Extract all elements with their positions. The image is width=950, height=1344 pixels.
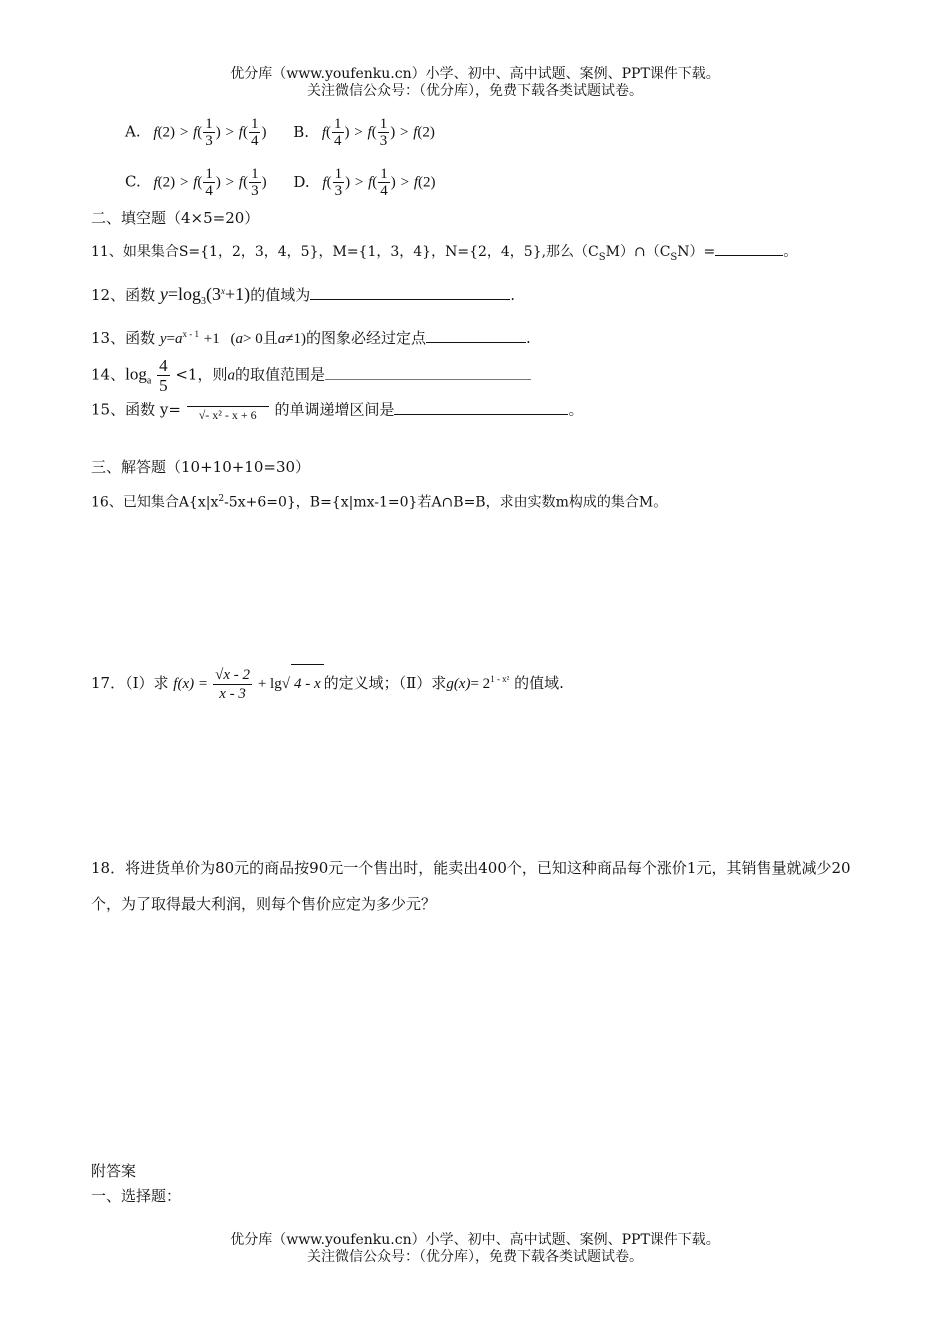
option-c-f1: f (153, 174, 158, 191)
option-d-f3: f (413, 174, 418, 191)
q15-prefix: 15、函数 y= (91, 400, 181, 419)
option-b-frac2: $\frac{1}{3}$ (379, 116, 388, 149)
option-b-f1: f (321, 124, 326, 141)
q11-mid: M）∩（C (605, 244, 671, 260)
q12-y: y (159, 284, 168, 304)
question-12 (91, 280, 515, 313)
q12-eq: =log (167, 284, 202, 304)
q17-fx: f(x) (173, 676, 195, 692)
q13-tail: . (526, 329, 531, 347)
option-d-f1: f (322, 174, 327, 191)
option-b-frac1: $\frac{1}{4}$ (334, 116, 342, 149)
page-header (0, 66, 950, 100)
option-b-arg3: (2) (417, 124, 435, 141)
q14-log: log (125, 364, 147, 384)
option-b-f2: f (367, 124, 372, 141)
footer-line-1: 优分库（www.youfenku.cn）小学、初中、高中试题、案例、PPT课件下载。 (230, 1232, 720, 1248)
q15-den: √- x² - x + 6 (198, 408, 257, 422)
section-2-title: 二、填空题（4×5=20） (91, 209, 260, 227)
q17-lg: + lg (257, 676, 282, 692)
option-row-ab: A. f(2) > f( $\frac{1}{3}$ ) > f( $\frac{1}{4}$ ) B. f( $\frac{1}{4}$ ) > f( $\frac{1}{3}$ ) > f(2) (125, 116, 435, 149)
option-d-gt2: > (400, 174, 410, 191)
q11-sub1: S (598, 251, 606, 263)
q17-sqrt-arg: 4 - x (291, 664, 324, 703)
q13-answer-blank[interactable] (426, 328, 526, 343)
q16-text1: 16、已知集合A{x|x (91, 494, 219, 511)
option-a-f3: f (238, 124, 243, 141)
q15-tail: 。 (568, 400, 584, 419)
option-d-arg3: (2) (417, 174, 436, 191)
q13-cond-mid: > 0且 (243, 331, 278, 347)
answers-section-1: 一、选择题： (91, 1187, 182, 1205)
q15-suffix: 的单调递增区间是 (274, 400, 395, 419)
option-c-gt1: > (179, 174, 189, 191)
option-d-frac1: $\frac{1}{3}$ (334, 166, 343, 199)
option-c-label: C. (125, 172, 141, 191)
q13-cond-a1: a (235, 331, 244, 347)
q11-answer-blank[interactable] (715, 241, 783, 256)
q17-suffix: 的值域. (514, 674, 564, 692)
option-b-gt2: > (399, 124, 409, 141)
option-c-frac1: $\frac{1}{4}$ (205, 166, 213, 199)
q17-exp: 1 - x² (490, 674, 510, 684)
option-b-gt1: > (354, 124, 363, 141)
option-a-label: A. (125, 122, 141, 141)
option-a-frac2: $\frac{1}{4}$ (250, 116, 259, 149)
q12-tail: . (510, 286, 515, 304)
option-a-gt1: > (179, 124, 189, 141)
option-c-f2: f (193, 174, 198, 191)
q17-fraction (213, 666, 252, 703)
option-a-gt2: > (225, 124, 235, 141)
question-15 (91, 398, 584, 423)
q13-cond-a2: a (277, 331, 286, 347)
option-a-f1: f (153, 124, 158, 141)
question-16 (91, 488, 667, 514)
header-line-1: 优分库（www.youfenku.cn）小学、初中、高中试题、案例、PPT课件下载。 (230, 66, 720, 82)
q14-den: 5 (159, 376, 168, 395)
question-18: 18．将进货单价为80元的商品按90元一个售出时，能卖出400个，已知这种商品每个涨价1元，其销售量就减少20个，为了取得最大利润，则每个售价应定为多少元？ (91, 859, 851, 913)
answers-title: 附答案 (91, 1162, 137, 1180)
q13-a: a (175, 331, 183, 347)
option-a-frac1: $\frac{1}{3}$ (205, 116, 213, 149)
question-17: 17．（Ⅰ）求 f(x) = $\frac{√x - 2}{x - 3}$ + lg√ 4 - x 的定义域；（Ⅱ）求$g(x)= 2^{1 - x^2}$ 的值域. (91, 660, 564, 703)
q14-lt: <1，则 (175, 365, 228, 384)
question-13 (91, 323, 531, 350)
q13-plus: +1 (203, 331, 220, 347)
q13-cond-open: ( (230, 331, 236, 347)
q13-suffix: 的图象必经过定点 (306, 329, 427, 347)
option-a-arg1: (2) (157, 124, 176, 141)
option-d-label: D. (293, 172, 310, 191)
q12-exp: x (221, 286, 226, 296)
q16-sup: 2 (218, 494, 225, 504)
question-11 (91, 241, 797, 269)
q17-prefix: 17．（Ⅰ）求 (91, 674, 169, 692)
page-footer (0, 1232, 950, 1266)
q11-text: 11、如果集合S={1，2，3，4，5}，M={1，3，4}，N={2，4，5},那么（C (91, 244, 599, 260)
question-14 (91, 356, 531, 399)
q15-num-line (187, 398, 269, 407)
option-c-arg1: (2) (157, 174, 176, 191)
header-line-2: 关注微信公众号：（优分库），免费下载各类试题试卷。 (307, 83, 643, 99)
option-row-cd: C. f(2) > f( $\frac{1}{4}$ ) > f( $\frac{1}{3}$ ) D. f( $\frac{1}{3}$ ) > f( $\frac{1}{4}$ ) > f(2) (125, 166, 436, 199)
option-d-gt1: > (354, 174, 364, 191)
q15-answer-blank[interactable] (394, 400, 568, 415)
q11-sub2: S (670, 251, 678, 263)
q14-base: a (146, 375, 152, 387)
q12-answer-blank[interactable] (310, 285, 510, 300)
q12-arg-open: (3 (206, 284, 222, 304)
option-b-label: B. (293, 122, 310, 141)
footer-line-2: 关注微信公众号：（优分库），免费下载各类试题试卷。 (307, 1249, 643, 1265)
q15-fraction (187, 398, 269, 423)
q11-end: N）= (677, 244, 716, 260)
q14-num: 4 (159, 356, 168, 375)
q13-eq: = (166, 331, 176, 347)
q17-gx: g(x) (446, 676, 471, 692)
q13-y: y (159, 331, 167, 347)
option-a-f2: f (193, 124, 198, 141)
q14-answer-blank[interactable] (325, 365, 531, 380)
q11-tail: 。 (783, 244, 798, 260)
option-d-f2: f (368, 174, 373, 191)
q14-prefix: 14、 (91, 365, 126, 384)
q12-suffix: 的值域为 (250, 286, 311, 304)
q12-prefix: 12、函数 (91, 286, 156, 304)
q17-num: √x - 2 (215, 666, 251, 683)
q17-den: x - 3 (219, 685, 246, 702)
q13-cond-close: ≠1) (285, 331, 306, 347)
q17-eq2: = 2 (470, 676, 491, 692)
q14-suffix: 的取值范围是 (234, 365, 325, 384)
q16-text2: -5x+6=0}，B={x|mx-1=0}若A∩B=B，求由实数m构成的集合M。 (224, 494, 668, 511)
option-c-frac2: $\frac{1}{3}$ (251, 166, 259, 199)
section-3-title: 三、解答题（10+10+10=30） (91, 458, 311, 476)
q13-prefix: 13、函数 (91, 329, 156, 347)
q12-arg-close: +1) (225, 284, 251, 304)
q17-eq: = (198, 676, 208, 692)
option-c-f3: f (238, 174, 244, 191)
q12-base: 3 (201, 296, 207, 307)
q13-exp: x - 1 (182, 329, 200, 339)
option-c-gt2: > (225, 174, 235, 191)
q17-mid: 的定义域；（Ⅱ）求 (323, 674, 447, 692)
option-b-f3: f (413, 124, 418, 141)
option-d-frac2: $\frac{1}{4}$ (380, 166, 388, 199)
q14-fraction (157, 356, 170, 395)
q14-a: a (227, 367, 235, 384)
